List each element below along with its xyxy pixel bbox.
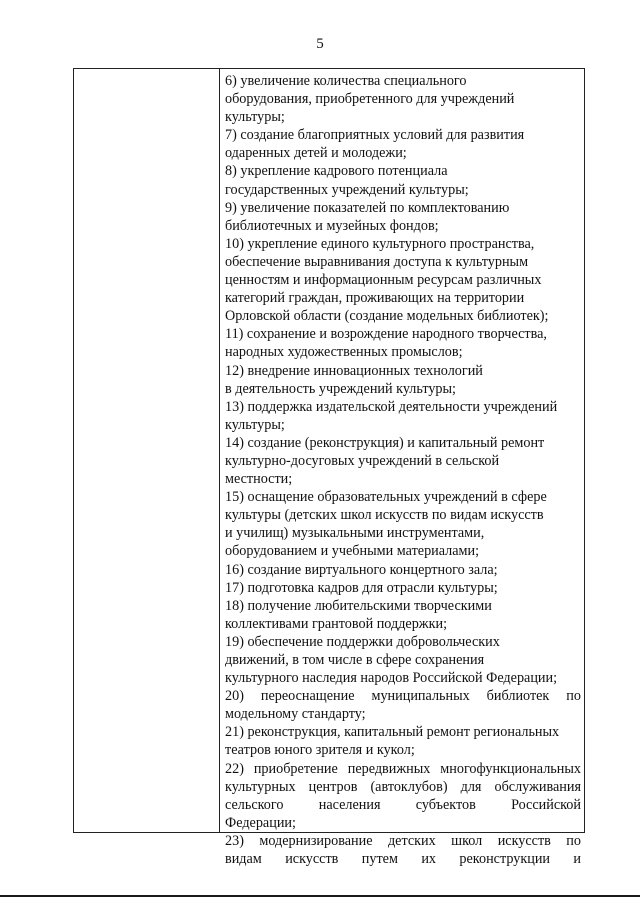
- list-item-line: Орловской области (создание модельных библиотек);: [225, 308, 549, 325]
- list-item-line: народных художественных промыслов;: [225, 344, 463, 361]
- list-item-line: Федерации;: [225, 814, 296, 831]
- list-item-line: культуры (детских школ искусств по видам искусств: [225, 507, 544, 524]
- list-item-line: 10) укрепление единого культурного пространства,: [225, 235, 535, 252]
- list-item-line: 13) поддержка издательской деятельности учреждений: [225, 398, 558, 415]
- list-item-line: 12) внедрение инновационных технологий: [225, 362, 483, 379]
- list-item-line: 14) создание (реконструкция) и капитальный ремонт: [225, 434, 545, 451]
- list-item-line: 11) сохранение и возрождение народного творчества,: [225, 326, 547, 343]
- list-item: [225, 434, 581, 488]
- list-item-line: 21) реконструкция, капитальный ремонт региональных: [225, 724, 560, 741]
- list-item: [225, 561, 581, 579]
- list-item-line: модельному стандарту;: [225, 706, 366, 723]
- list-item-line: категорий граждан, проживающих на территории: [225, 290, 525, 307]
- list-item-line: 20) переоснащение муниципальных библиотек по: [225, 688, 581, 705]
- list-item: [225, 199, 581, 235]
- list-item-line: 23) модернизирование детских школ искусств по: [225, 832, 581, 849]
- list-item: [225, 597, 581, 633]
- list-item-line: 9) увеличение показателей по комплектованию: [225, 199, 510, 216]
- list-item: [225, 362, 581, 398]
- list-item-line: 18) получение любительскими творческими: [225, 597, 492, 614]
- page-number: 5: [316, 36, 324, 52]
- list-item-line: коллективами грантовой поддержки;: [225, 615, 448, 632]
- list-item-line: местности;: [225, 471, 293, 488]
- list-item-line: культурного наследия народов Российской Федерации;: [225, 670, 558, 687]
- list-item-line: культурно-досуговых учреждений в сельской: [225, 452, 500, 469]
- list-item-line: библиотечных и музейных фондов;: [225, 217, 439, 234]
- list-item: [225, 325, 581, 361]
- page-bottom-edge: [0, 895, 640, 897]
- list-item: [225, 398, 581, 434]
- table-right-cell: [225, 72, 581, 868]
- list-item: [225, 687, 581, 723]
- list-item-line: движений, в том числе в сфере сохранения: [225, 652, 485, 668]
- list-item-line: 22) приобретение передвижных многофункциональных: [225, 760, 581, 777]
- list-item: [225, 126, 581, 162]
- table-left-cell: [74, 69, 220, 832]
- list-item: [225, 162, 581, 198]
- list-item: [225, 832, 581, 868]
- list-item-line: 16) создание виртуального концертного зала;: [225, 561, 498, 578]
- list-item: [225, 488, 581, 560]
- list-item-line: государственных учреждений культуры;: [225, 181, 469, 198]
- list-item-line: 15) оснащение образовательных учреждений в сфере: [225, 489, 547, 506]
- list-item-line: обеспечение выравнивания доступа к культурным: [225, 253, 529, 270]
- list-item-line: 8) укрепление кадрового потенциала: [225, 163, 448, 180]
- list-item-line: в деятельность учреждений культуры;: [225, 380, 456, 397]
- list-item-line: культурных центров (автоклубов) для обслуживания: [225, 778, 581, 795]
- list-item-line: 19) обеспечение поддержки добровольческих: [225, 633, 500, 650]
- list-item-line: одаренных детей и молодежи;: [225, 145, 407, 162]
- list-item: [225, 72, 581, 126]
- list-item-line: 7) создание благоприятных условий для развития: [225, 127, 525, 144]
- list-item-line: 6) увеличение количества специального: [225, 73, 467, 89]
- list-item-line: ценностям и информационным ресурсам различных: [225, 272, 542, 289]
- list-item-line: оборудования, приобретенного для учреждений: [225, 91, 515, 108]
- list-item: [225, 579, 581, 597]
- list-item: [225, 723, 581, 759]
- list-item-line: и училищ) музыкальными инструментами,: [225, 525, 485, 542]
- list-item-line: оборудованием и учебными материалами;: [225, 543, 480, 560]
- document-table: [73, 68, 585, 868]
- list-item: [225, 760, 581, 832]
- list-item-line: сельского населения субъектов Российской: [225, 796, 581, 813]
- list-item-line: 17) подготовка кадров для отрасли культуры;: [225, 579, 498, 596]
- list-item-line: видам искусств путем их реконструкции и: [225, 851, 581, 868]
- list-item: [225, 235, 581, 325]
- list-item-line: культуры;: [225, 416, 285, 433]
- list-item-line: театров юного зрителя и кукол;: [225, 742, 415, 759]
- list-item: [225, 633, 581, 687]
- list-item-line: культуры;: [225, 109, 285, 126]
